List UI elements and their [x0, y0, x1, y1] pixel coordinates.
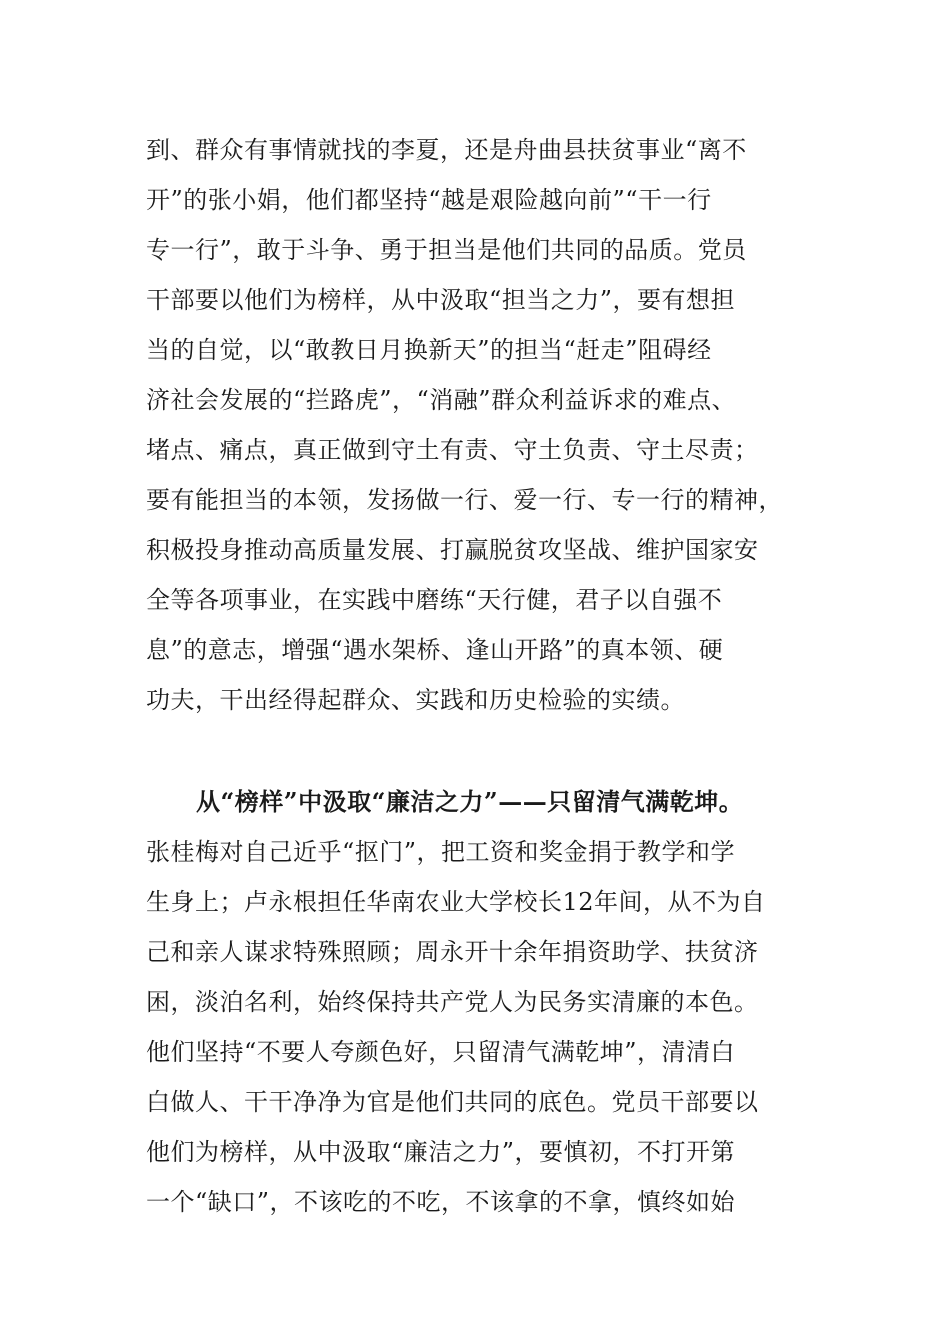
paragraph-line: 开”的张小娟，他们都坚持“越是艰险越向前”“干一行 — [146, 186, 712, 214]
paragraph-line: 全等各项事业，在实践中磨练“天行健，君子以自强不 — [146, 586, 723, 614]
paragraph-line: 到、群众有事情就找的李夏，还是舟曲县扶贫事业“离不 — [146, 136, 747, 164]
paragraph-line: 要有能担当的本领，发扬做一行、爱一行、专一行的精神， — [146, 486, 783, 514]
paragraph-line: 当的自觉，以“敢教日月换新天”的担当“赶走”阻碍经 — [146, 336, 712, 364]
paragraph-line: 堵点、痛点，真正做到守土有责、守土负责、守土尽责； — [146, 436, 759, 464]
paragraph-line: 他们坚持“不要人夸颜色好，只留清气满乾坤”，清清白 — [146, 1038, 736, 1066]
paragraph-line: 生身上；卢永根担任华南农业大学校长12年间，从不为自 — [146, 888, 766, 916]
paragraph-line: 张桂梅对自己近乎“抠门”，把工资和奖金捐于教学和学 — [146, 838, 736, 866]
paragraph-line: 积极投身推动高质量发展、打赢脱贫攻坚战、维护国家安 — [146, 536, 759, 564]
paragraph-line: 一个“缺口”，不该吃的不吃，不该拿的不拿，慎终如始 — [146, 1188, 736, 1216]
paragraph-line: 困，淡泊名利，始终保持共产党人为民务实清廉的本色。 — [146, 988, 759, 1016]
paragraph-line: 己和亲人谋求特殊照顾；周永开十余年捐资助学、扶贫济 — [146, 938, 759, 966]
paragraph-line: 干部要以他们为榜样，从中汲取“担当之力”，要有想担 — [146, 286, 736, 314]
paragraph-line: 息”的意志，增强“遇水架桥、逢山开路”的真本领、硬 — [146, 636, 724, 664]
paragraph-line: 白做人、干干净净为官是他们共同的底色。党员干部要以 — [146, 1088, 759, 1116]
paragraph-line: 济社会发展的“拦路虎”，“消融”群众利益诉求的难点、 — [146, 386, 737, 414]
paragraph-line: 功夫，干出经得起群众、实践和历史检验的实绩。 — [146, 686, 685, 714]
paragraph-line: 他们为榜样，从中汲取“廉洁之力”，要慎初，不打开第 — [146, 1138, 736, 1166]
paragraph-line: 专一行”，敢于斗争、勇于担当是他们共同的品质。党员 — [146, 236, 747, 264]
section-heading: 从“榜样”中汲取“廉洁之力”——只留清气满乾坤。 — [196, 787, 744, 816]
